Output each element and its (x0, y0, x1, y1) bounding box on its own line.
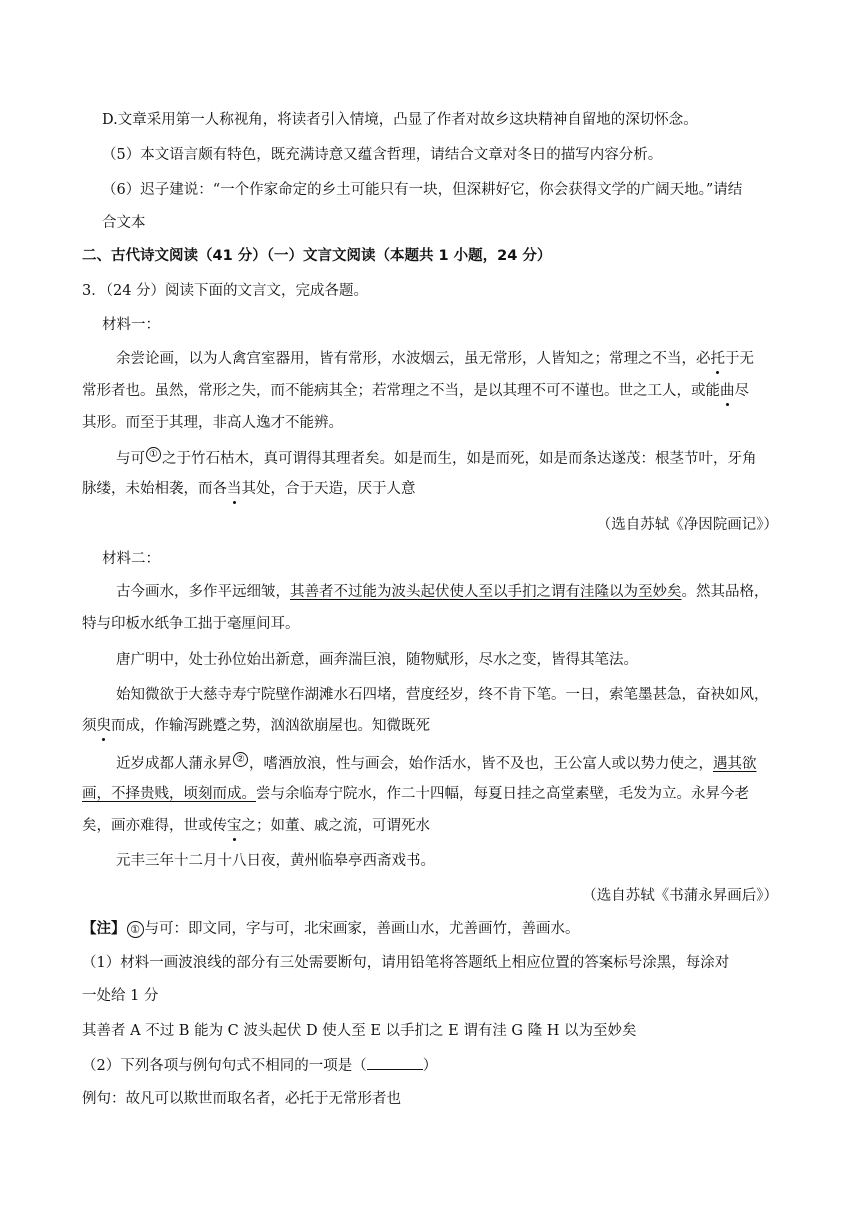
material-2-source: （选自苏轼《书蒲永昇画后》） (582, 888, 778, 904)
material-2-p1-line2: 特与印板水纸争工拙于毫厘间耳。 (82, 616, 300, 632)
footnote (82, 919, 580, 939)
text-span: 古今画水，多作平远细皱， (116, 584, 290, 600)
question-6-line1: （6）迟子建说：“一个作家命定的乡土可能只有一块，但深耕好它，你会获得文学的广阔天地。”请结 (102, 182, 743, 198)
text-span: ） (422, 1058, 438, 1074)
underlined-text: 画，不择贵贱，顷刻而成。 (82, 786, 256, 802)
text-span: 与可 (116, 450, 145, 467)
dotted-char: 曲 (720, 383, 735, 399)
dotted-char: 宝 (227, 818, 242, 834)
question-3-2-example: 例句：故凡可以欺世而取名者，必托于无常形者也 (82, 1091, 401, 1107)
material-2-p3-line1: 始知微欲于大慈寺寿宁院壁作湖滩水石四堵，营度经岁，终不肯下笔。一日，索笔墨甚急，奋袂如风， (116, 687, 769, 703)
text-span: （2）下列各项与例句句式不相同的一项是（ (82, 1058, 367, 1074)
section-heading: 二、古代诗文阅读（41 分）（一）文言文阅读（本题共 1 小题，24 分） (82, 248, 552, 264)
text-span: 而成，作输泻跳蹙之势，汹汹欲崩屋也。知微既死 (111, 718, 430, 734)
underlined-text: 遇其欲 (713, 755, 757, 772)
material-1-p2-line1 (116, 447, 757, 469)
question-5: （5）本文语言颇有特色，既充满诗意又蕴含哲理，请结合文章对冬日的描写内容分析。 (102, 147, 663, 163)
material-1-p1-line3: 其形。而至于其理，非高人逸才不能辨。 (82, 415, 343, 431)
material-1-label: 材料一： (102, 317, 160, 333)
text-span: ，嗜酒放浪，性与画会，始作活水，皆不及也，王公富人或以势力使之， (249, 755, 713, 772)
text-span: 其处，合于天造，厌于人意 (241, 481, 416, 497)
material-1-source: （选自苏轼《净因院画记》） (596, 517, 778, 533)
material-2-p2: 唐广明中，处士孙位始出新意，画奔湍巨浪，随物赋形，尽水之变，皆得其笔法。 (116, 652, 638, 668)
wavy-underlined-text: 其善者不过能为波头起伏使人至以手扪之谓有洼隆以为至妙矣 (290, 584, 682, 600)
text-span: 尽 (734, 383, 749, 399)
text-span: 尝与余临寿宁院水，作二十四幅，每夏日挂之高堂素壁，毛发为立。永昇今老 (256, 786, 749, 802)
material-2-p1-line1 (116, 582, 769, 602)
question-6-line2: 合文本 (102, 215, 146, 231)
question-3-1-line3: 其善者 A 不过 B 能为 C 波头起伏 D 使人至 E 以手扪之 E 谓有洼 G 隆 H 以为至妙矣 (82, 1023, 637, 1039)
material-2-p5: 元丰三年十二月十八日夜，黄州临皋亭西斋戏书。 (116, 853, 435, 869)
dotted-char: 臾 (96, 718, 111, 734)
material-2-label: 材料二： (102, 551, 160, 567)
dotted-char: 当 (227, 481, 242, 497)
answer-blank[interactable] (367, 1055, 423, 1070)
text-span: 脉缕，未始相袭，而各 (82, 481, 227, 497)
material-2-p4-line3 (82, 816, 430, 836)
material-2-p3-line2 (82, 716, 430, 736)
material-1-p1-line1 (116, 349, 754, 369)
footnote-marker-2: ② (233, 752, 248, 767)
material-1-p1-line2 (82, 381, 749, 401)
text-span: 近岁成都人蒲永昇 (116, 755, 232, 772)
material-1-p2-line2 (82, 479, 416, 499)
text-span: 于无 (725, 351, 754, 367)
text-span: 之；如董、戚之流，可谓死水 (241, 818, 430, 834)
text-span: 须 (82, 718, 97, 734)
question-3-1-line2: 一处给 1 分 (82, 988, 159, 1004)
material-2-p4-line2 (82, 784, 749, 804)
text-span: 余尝论画，以为人禽宫室器用，皆有常形，水波烟云，虽无常形，人皆知之；常理之不当，必 (116, 351, 711, 367)
text-span: 矣，画亦难得，世或传 (82, 818, 227, 834)
question-3-2-stem (82, 1055, 437, 1076)
text-span: 之于竹石枯木，真可谓得其理者矣。如是而生，如是而死，如是而条达遂茂：根茎节叶，牙角 (162, 450, 757, 467)
question-3-1-line1: （1）材料一画波浪线的部分有三处需要断句，请用铅笔将答题纸上相应位置的答案标号涂黑，每涂对 (82, 955, 730, 971)
text-span: 。然其品格， (681, 584, 769, 600)
text-span: 常形者也。虽然，常形之失，而不能病其全；若常理之不当，是以其理不可不谨也。世之工人，或能 (82, 383, 720, 399)
footnote-prefix: 【注】 (82, 921, 126, 937)
question-3-intro: 3．（24 分）阅读下面的文言文，完成各题。 (82, 283, 369, 299)
material-2-p4-line1 (116, 752, 757, 774)
footnote-marker: ① (127, 921, 144, 938)
dotted-char: 托 (710, 351, 725, 367)
option-d: D.文章采用第一人称视角，将读者引入情境，凸显了作者对故乡这块精神自留地的深切怀念。 (102, 112, 698, 128)
footnote-marker-1: ① (146, 447, 161, 462)
footnote-text: 与可：即文同，字与可，北宋画家，善画山水，尤善画竹，善画水。 (144, 921, 580, 937)
